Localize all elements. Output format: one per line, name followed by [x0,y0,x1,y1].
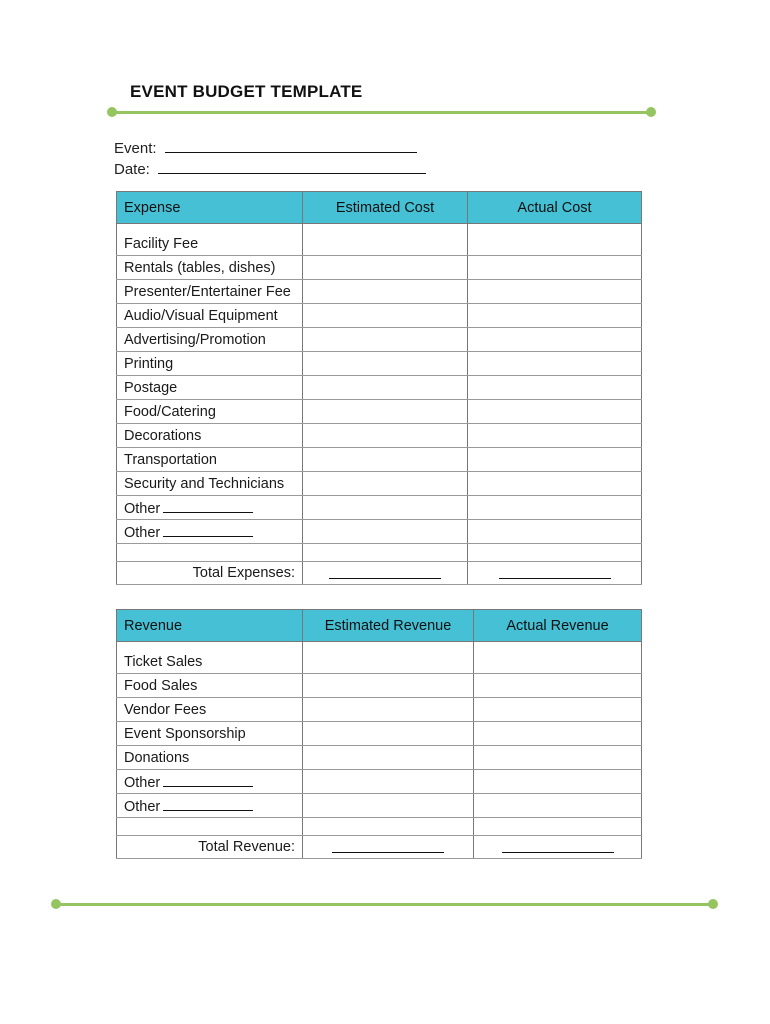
expense-total-input-line[interactable] [329,564,441,579]
revenue-row [117,746,642,770]
expense-item-cell [117,520,303,544]
rule-endpoint-right [646,107,656,117]
expense-item-label: Other [124,525,161,541]
expense-row [117,472,642,496]
revenue-estimated-cell[interactable] [303,722,474,746]
expense-blank-cell[interactable] [303,544,468,562]
revenue-blank-cell [117,818,303,836]
revenue-actual-cell[interactable] [474,650,642,674]
expense-row [117,496,642,520]
expense-item-cell [117,304,303,328]
expense-other-input-line[interactable] [163,498,253,513]
revenue-item-cell [117,698,303,722]
expense-spacer-row [117,224,642,233]
expense-item-cell [117,496,303,520]
expense-blank-cell[interactable] [468,544,642,562]
expense-estimated-cell[interactable] [303,472,468,496]
expense-item-label: Security and Technicians [124,475,285,492]
expenses-table [116,191,642,585]
expense-estimated-cell[interactable] [303,376,468,400]
revenue-blank-cell[interactable] [303,818,474,836]
expense-actual-cell[interactable] [468,352,642,376]
expense-estimated-cell[interactable] [303,400,468,424]
revenue-item-label: Other [124,775,161,791]
expense-estimated-cell[interactable] [303,256,468,280]
revenue-item-cell [117,674,303,698]
revenue-row [117,674,642,698]
expense-spacer-cell [468,224,642,233]
expense-actual-cell[interactable] [468,256,642,280]
expense-estimated-cell[interactable] [303,424,468,448]
revenue-blank-row [117,818,642,836]
expense-total-input-line[interactable] [499,564,611,579]
revenue-estimated-cell[interactable] [303,698,474,722]
revenue-item-label: Vendor Fees [124,701,207,718]
expense-actual-cell[interactable] [468,232,642,256]
event-input-line[interactable] [165,138,417,153]
expense-actual-cell[interactable] [468,304,642,328]
revenue-other-input-line[interactable] [163,772,253,787]
expense-actual-total-cell[interactable] [468,562,642,585]
expense-row [117,400,642,424]
expense-estimated-cell[interactable] [303,280,468,304]
rule-endpoint-right [708,899,718,909]
revenue-item-cell [117,650,303,674]
revenue-spacer-row [117,642,642,651]
bottom-divider-rule [56,903,714,906]
top-divider-rule [112,111,652,114]
expense-row [117,352,642,376]
expense-spacer-cell [117,224,303,233]
event-field [114,138,417,157]
date-input-line[interactable] [158,159,426,174]
revenue-estimated-cell[interactable] [303,794,474,818]
revenue-item-cell [117,722,303,746]
expense-actual-cell[interactable] [468,448,642,472]
expense-row [117,280,642,304]
expense-item-cell [117,400,303,424]
revenue-estimated-total-cell[interactable] [303,836,474,859]
expense-estimated-cell[interactable] [303,448,468,472]
expense-item-label: Printing [124,355,174,372]
expense-row [117,424,642,448]
revenue-actual-cell[interactable] [474,770,642,794]
revenue-actual-cell[interactable] [474,746,642,770]
revenue-item-label: Ticket Sales [124,653,203,670]
revenue-estimated-cell[interactable] [303,650,474,674]
expense-row [117,448,642,472]
estimated-revenue-column-header: Estimated Revenue [303,610,474,642]
expense-item-cell [117,352,303,376]
revenue-actual-total-cell[interactable] [474,836,642,859]
revenue-estimated-cell[interactable] [303,770,474,794]
expense-item-cell [117,472,303,496]
expense-blank-cell [117,544,303,562]
expense-estimated-cell[interactable] [303,232,468,256]
revenue-total-input-line[interactable] [332,838,444,853]
revenue-estimated-cell[interactable] [303,746,474,770]
revenue-item-label: Event Sponsorship [124,725,246,742]
revenue-total-label: Total Revenue: [117,836,303,859]
revenue-item-label: Food Sales [124,677,198,694]
expense-estimated-cell[interactable] [303,304,468,328]
revenue-item-cell [117,794,303,818]
expense-row [117,328,642,352]
revenue-row [117,650,642,674]
expense-actual-cell[interactable] [468,400,642,424]
expense-row [117,232,642,256]
expense-total-row [117,562,642,585]
expense-item-label: Presenter/Entertainer Fee [124,283,291,300]
expense-row [117,304,642,328]
expense-item-cell [117,280,303,304]
expense-item-label: Food/Catering [124,403,216,420]
expense-other-input-line[interactable] [163,522,253,537]
revenue-row [117,770,642,794]
revenue-actual-cell[interactable] [474,698,642,722]
expense-item-cell [117,256,303,280]
expense-item-label: Postage [124,379,178,396]
expenses-body [117,224,642,585]
estimated-cost-column-header: Estimated Cost [303,192,468,224]
expense-spacer-cell [303,224,468,233]
expense-actual-cell[interactable] [468,520,642,544]
expenses-header-row [117,192,642,224]
expense-actual-cell[interactable] [468,280,642,304]
expense-item-label: Transportation [124,451,217,468]
expense-actual-cell[interactable] [468,496,642,520]
expense-item-cell [117,448,303,472]
expense-item-cell [117,328,303,352]
expense-row [117,376,642,400]
expense-actual-cell[interactable] [468,472,642,496]
revenue-column-header: Revenue [117,610,303,642]
revenue-actual-cell[interactable] [474,794,642,818]
revenue-spacer-cell [303,642,474,651]
revenue-item-cell [117,746,303,770]
expense-actual-cell[interactable] [468,376,642,400]
revenue-blank-cell[interactable] [474,818,642,836]
expense-item-label: Advertising/Promotion [124,331,266,348]
revenue-estimated-cell[interactable] [303,674,474,698]
expense-item-cell [117,424,303,448]
event-label: Event: [114,140,157,157]
revenue-table [116,609,642,859]
revenue-row [117,722,642,746]
document-title: EVENT BUDGET TEMPLATE [130,82,363,101]
expense-estimated-cell[interactable] [303,352,468,376]
actual-cost-column-header: Actual Cost [468,192,642,224]
expense-item-cell [117,232,303,256]
expense-estimated-cell[interactable] [303,496,468,520]
expense-total-label: Total Expenses: [117,562,303,585]
revenue-row [117,794,642,818]
expense-item-label: Facility Fee [124,235,199,252]
expense-blank-row [117,544,642,562]
revenue-actual-cell[interactable] [474,722,642,746]
expense-actual-cell[interactable] [468,328,642,352]
expense-column-header: Expense [117,192,303,224]
revenue-body [117,642,642,859]
expense-row [117,256,642,280]
revenue-spacer-cell [474,642,642,651]
revenue-item-label: Other [124,799,161,815]
revenue-actual-cell[interactable] [474,674,642,698]
date-field [114,159,426,178]
revenue-total-input-line[interactable] [502,838,614,853]
revenue-header-row [117,610,642,642]
revenue-item-cell [117,770,303,794]
expense-item-label: Decorations [124,427,202,444]
actual-revenue-column-header: Actual Revenue [474,610,642,642]
revenue-other-input-line[interactable] [163,796,253,811]
expense-row [117,520,642,544]
revenue-row [117,698,642,722]
expense-item-label: Other [124,501,161,517]
expense-estimated-cell[interactable] [303,328,468,352]
revenue-item-label: Donations [124,749,190,766]
revenue-total-row [117,836,642,859]
expense-item-label: Rentals (tables, dishes) [124,259,276,276]
expense-estimated-cell[interactable] [303,520,468,544]
expense-item-label: Audio/Visual Equipment [124,307,278,324]
revenue-spacer-cell [117,642,303,651]
expense-estimated-total-cell[interactable] [303,562,468,585]
date-label: Date: [114,161,150,178]
expense-item-cell [117,376,303,400]
expense-actual-cell[interactable] [468,424,642,448]
